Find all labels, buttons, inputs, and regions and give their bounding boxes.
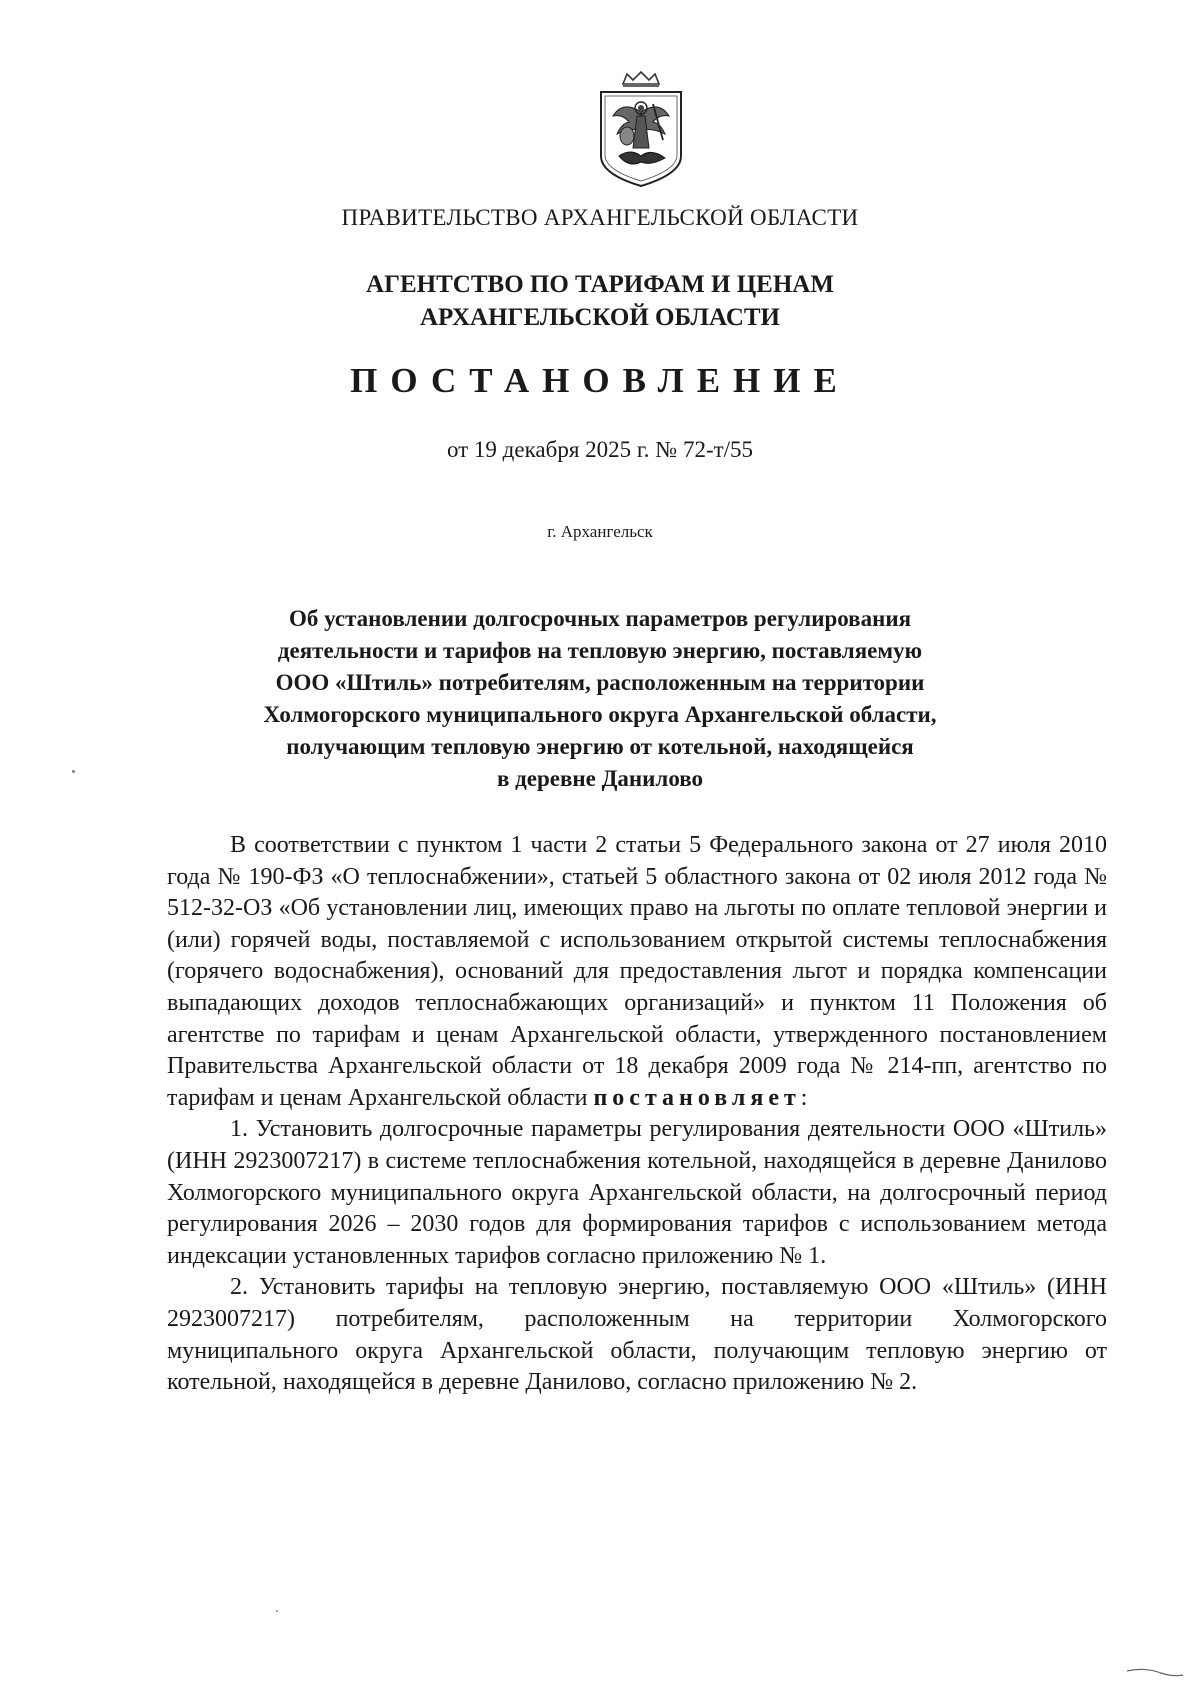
agency-title-line2: АРХАНГЕЛЬСКОЙ ОБЛАСТИ <box>420 304 780 331</box>
arkhangelsk-coat-of-arms-icon <box>593 70 689 190</box>
document-body <box>167 830 1107 1399</box>
subject-line: в деревне Данилово <box>496 766 704 791</box>
subject-line: Холмогорского муниципального округа Архангельской области, <box>263 702 937 727</box>
subject-line: получающим тепловую энергию от котельной, находящейся <box>286 734 914 759</box>
scan-speck <box>276 1610 278 1612</box>
subject-line: деятельности и тарифов на тепловую энергию, поставляемую <box>277 638 923 663</box>
scan-mark <box>1125 1665 1185 1685</box>
preamble-text: В соответствии с пунктом 1 части 2 статьи 5 Федерального закона от 27 июля 2010 года № 190-ФЗ «О теплоснабжении», статьей 5 областного закона от 02 июля 2012 года № 512-32-ОЗ «Об установлении лиц, имеющих право на льготы по оплате тепловой энергии и (или) горячей воды, поставляемой с использованием открытой системы теплоснабжения (горячего водоснабжения), оснований для предоставления льгот и порядка компенсации выпадающих доходов теплоснабжающих организаций» и пунктом 11 Положения об агентстве по тарифам и ценам Архангельской области, утвержденного постановлением Правительства Архангельской области от 18 декабря 2009 года № 214-пп, агентство по тарифам и ценам Архангельской области <box>167 832 1107 1111</box>
document-subject <box>200 603 1000 795</box>
decides-colon: : <box>800 1084 808 1111</box>
government-title: ПРАВИТЕЛЬСТВО АРХАНГЕЛЬСКОЙ ОБЛАСТИ <box>341 205 859 230</box>
preamble-paragraph <box>167 830 1107 1114</box>
item-2-paragraph: 2. Установить тарифы на тепловую энергию, поставляемую ООО «Штиль» (ИНН 2923007217) потребителям, расположенным на территории Холмогорского муниципального округа Архангельской области, получающим тепловую энергию от котельной, находящейся в деревне Данилово, согласно приложению № 2. <box>167 1274 1107 1396</box>
subject-line: ООО «Штиль» потребителям, расположенным на территории <box>275 670 925 695</box>
subject-line: Об установлении долгосрочных параметров регулирования <box>288 606 912 631</box>
agency-title-line1: АГЕНТСТВО ПО ТАРИФАМ И ЦЕНАМ <box>366 271 834 298</box>
city-name: г. Архангельск <box>547 522 653 541</box>
item-1-paragraph: 1. Установить долгосрочные параметры регулирования деятельности ООО «Штиль» (ИНН 2923007217) в системе теплоснабжения котельной, находящейся в деревне Данилово Холмогорского муниципального округа Архангельской области, на долгосрочный период регулирования 2026 – 2030 годов для формирования тарифов с использованием метода индексации установленных тарифов согласно приложению № 1. <box>167 1116 1107 1269</box>
decree-date-number: от 19 декабря 2025 г. № 72-т/55 <box>446 437 754 462</box>
agency-title <box>0 268 1200 334</box>
document-type-title: ПОСТАНОВЛЕНИЕ <box>350 361 850 400</box>
decides-word: постановляет <box>593 1084 801 1111</box>
scan-speck <box>72 770 75 773</box>
